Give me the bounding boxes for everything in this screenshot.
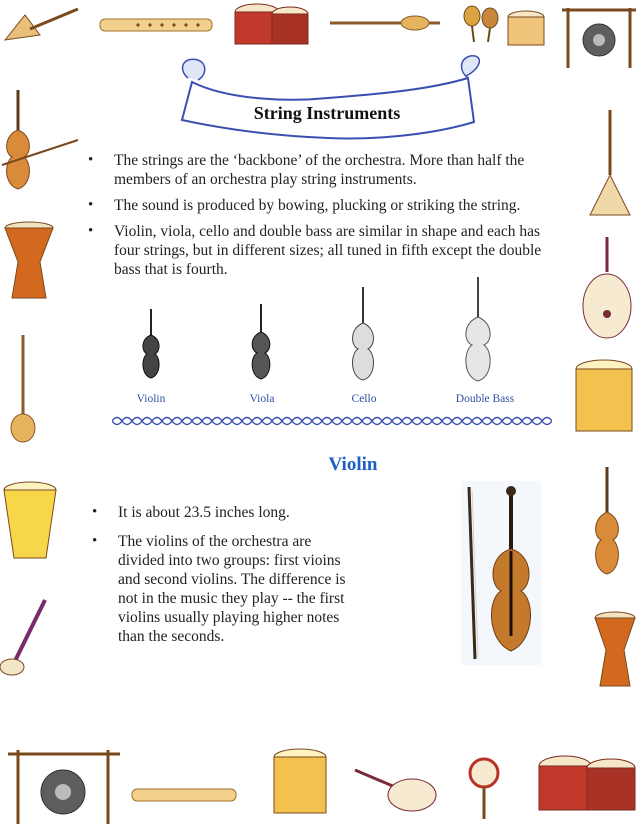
recorder-bottom-icon	[130, 782, 240, 808]
double-bass-label: Double Bass	[455, 393, 515, 405]
decorative-divider	[112, 414, 552, 428]
pipa-bottom-icon	[350, 755, 440, 815]
double-bass-figure	[455, 273, 501, 385]
violin-bullet: • It is about 23.5 inches long.	[92, 503, 357, 522]
drum-right-icon	[568, 355, 638, 440]
hand-drum-icon	[462, 755, 507, 821]
cello-figure	[343, 283, 383, 385]
yellow-drum-icon	[0, 480, 60, 560]
violin-photo	[461, 481, 541, 665]
recorder-icon	[98, 10, 216, 40]
balalaika-right-icon	[585, 105, 635, 220]
drum-pair-icon	[535, 750, 638, 826]
gong-icon	[560, 0, 638, 70]
intro-bullet: • Violin, viola, cello and double bass are similar in shape and each has four strings, but in different sizes; all tuned in fifth except the double bass that is fourth.	[88, 222, 550, 279]
sitar-icon	[325, 12, 445, 34]
djembe-icon	[0, 220, 58, 300]
title-banner	[168, 50, 486, 140]
drum-bottom-icon	[268, 745, 332, 820]
violin-figure	[135, 305, 167, 383]
violin-bullet: • The violins of the orchestra are divided into two groups: first vioins and second violins. The difference is not in the music they play -- the first violins usually playing higher notes than the seconds.	[92, 532, 357, 646]
viola-figure	[244, 300, 278, 384]
violin-right-icon	[575, 462, 638, 582]
page-title: String Instruments	[253, 103, 401, 123]
drum-icon	[232, 0, 312, 52]
pipa-icon	[578, 232, 636, 340]
maracas-icon	[460, 4, 502, 44]
violin-label: Violin	[136, 393, 166, 405]
small-drum-icon	[505, 8, 547, 52]
djembe-right-icon	[592, 610, 638, 688]
intro-bullet: • The strings are the ‘backbone’ of the orchestra. More than half the members of an orchestra play string instruments.	[88, 151, 550, 189]
violin-border-icon	[0, 85, 80, 195]
violin-bullet-list	[92, 503, 357, 653]
viola-label: Viola	[249, 393, 275, 405]
shehnai-icon	[0, 595, 50, 680]
cello-label: Cello	[351, 393, 377, 405]
violin-section-title: Violin	[328, 454, 378, 475]
sitar-vertical-icon	[5, 330, 45, 445]
balalaika-icon	[0, 5, 80, 50]
intro-bullet: • The sound is produced by bowing, plucking or striking the string.	[88, 196, 550, 215]
intro-bullet-list	[88, 151, 550, 286]
gong-bottom-icon	[0, 740, 125, 826]
